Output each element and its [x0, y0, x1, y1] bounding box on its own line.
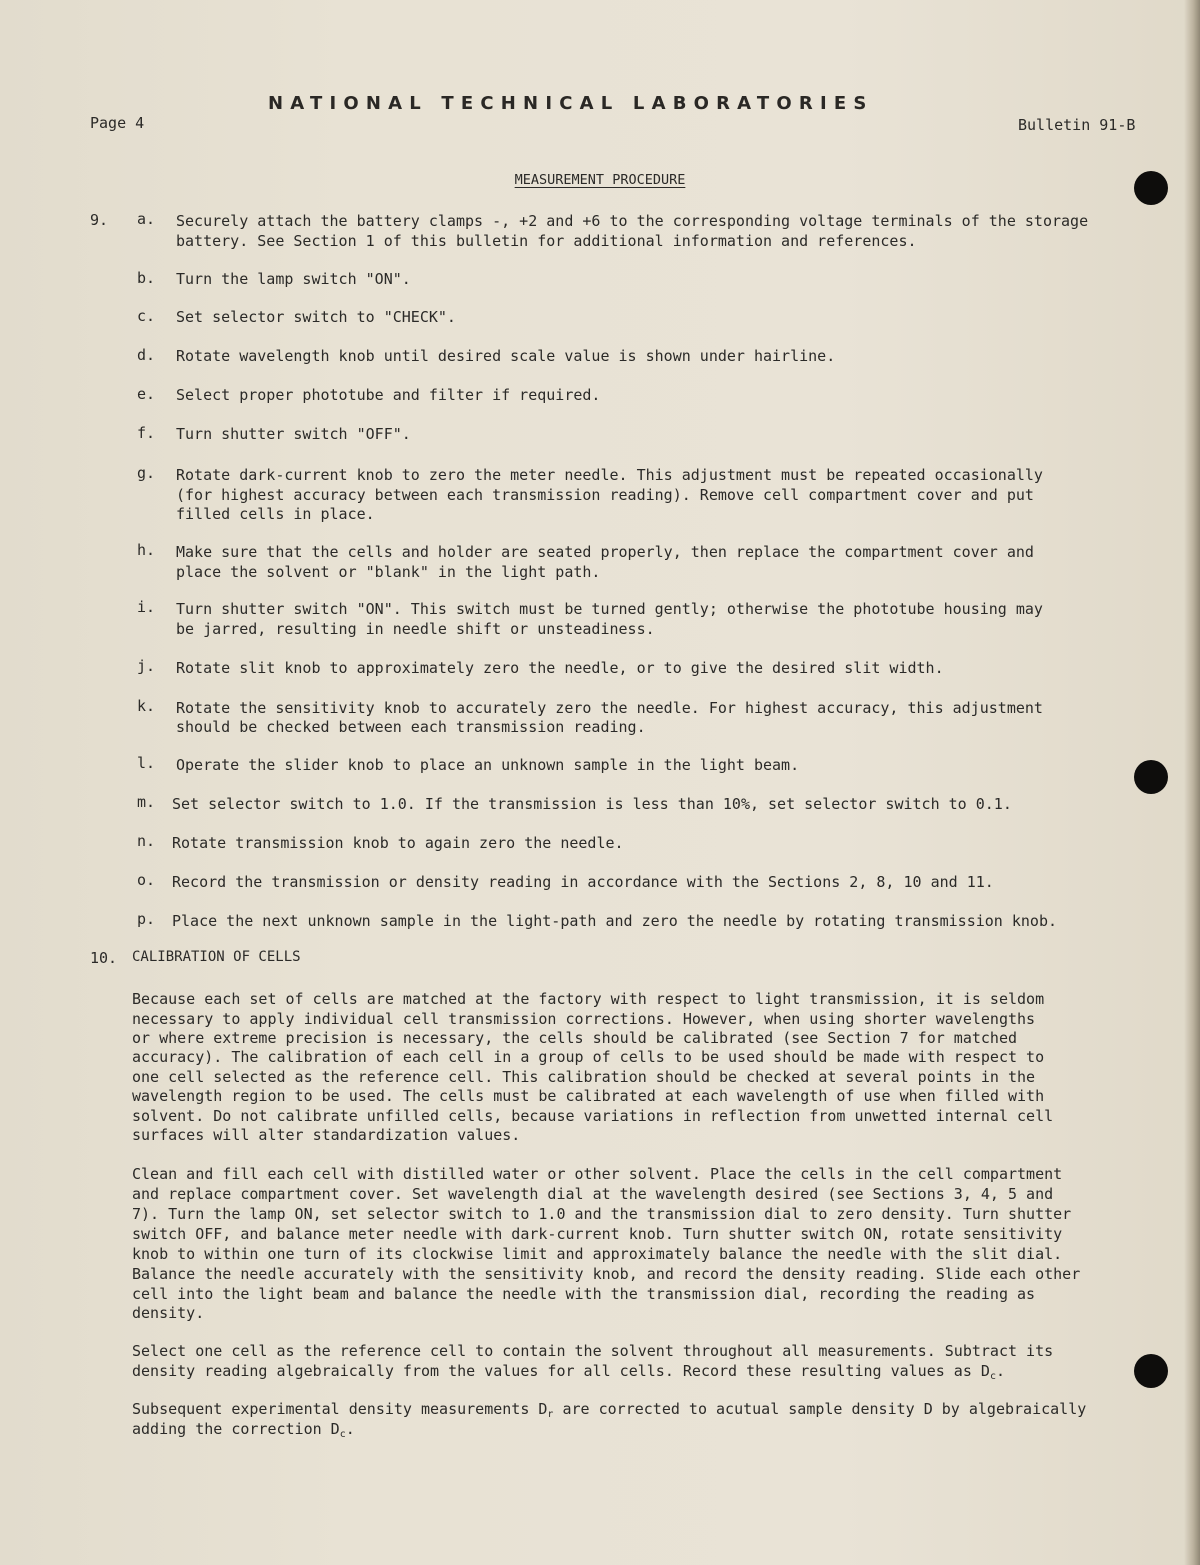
- para2-line-4: switch OFF, and balance meter needle with dark-current knob. Turn shutter switch ON, rotate sensitivity: [132, 1225, 1063, 1243]
- para2-line-1: Clean and fill each cell with distilled water or other solvent. Place the cells in the cell compartment: [132, 1165, 1063, 1183]
- step-a-line-2: battery. See Section 1 of this bulletin for additional information and references.: [176, 232, 917, 250]
- section-heading: MEASUREMENT PROCEDURE: [514, 172, 686, 188]
- para1-line-4: accuracy). The calibration of each cell in a group of cells to be used should be made with respect to: [132, 1048, 1045, 1066]
- step-p-line-1: Place the next unknown sample in the light-path and zero the needle by rotating transmission knob.: [172, 912, 1058, 930]
- subscript-c: c: [989, 1371, 996, 1382]
- step-i-line-1: Turn shutter switch "ON". This switch must be turned gently; otherwise the phototube housing may: [176, 600, 1043, 618]
- step-k-line-2: should be checked between each transmission reading.: [176, 718, 646, 736]
- para4-line-1-text: Subsequent experimental density measurements D: [132, 1400, 548, 1418]
- para1-line-3: or where extreme precision is necessary, the cells should be calibrated (see Section 7 for matched: [132, 1029, 1018, 1047]
- step-letter: i.: [137, 598, 156, 616]
- step-letter: e.: [137, 385, 156, 403]
- step-letter: a.: [137, 210, 156, 228]
- step-m-line-1: Set selector switch to 1.0. If the transmission is less than 10%, set selector switch to 0.1.: [172, 795, 1012, 813]
- para3-line-1: Select one cell as the reference cell to contain the solvent throughout all measurements. Subtract its: [132, 1342, 1054, 1360]
- step-letter: d.: [137, 346, 156, 364]
- step-k-line-1: Rotate the sensitivity knob to accurately zero the needle. For highest accuracy, this adjustment: [176, 699, 1043, 717]
- para2-line-3: 7). Turn the lamp ON, set selector switch to 1.0 and the transmission dial to zero density. Turn shutter: [132, 1205, 1072, 1223]
- step-g-line-2: (for highest accuracy between each transmission reading). Remove cell compartment cover and put: [176, 486, 1034, 504]
- step-letter: h.: [137, 541, 156, 559]
- calibration-title: CALIBRATION OF CELLS: [132, 949, 301, 965]
- step-letter: o.: [137, 871, 156, 889]
- step-b-line-1: Turn the lamp switch "ON".: [176, 270, 411, 288]
- para4-line-2: [132, 1420, 355, 1444]
- para1-line-5: one cell selected as the reference cell. This calibration should be checked at several points in the: [132, 1068, 1036, 1086]
- step-d-line-1: Rotate wavelength knob until desired scale value is shown under hairline.: [176, 347, 836, 365]
- subscript-r: r: [547, 1409, 554, 1420]
- step-h-line-1: Make sure that the cells and holder are seated properly, then replace the compartment cover and: [176, 543, 1034, 561]
- para3-line-2: [132, 1362, 1005, 1386]
- step-letter: m.: [137, 793, 156, 811]
- section-number-9: 9.: [90, 211, 109, 229]
- step-c-line-1: Set selector switch to "CHECK".: [176, 308, 456, 326]
- page-number: Page 4: [90, 114, 145, 132]
- step-h-line-2: place the solvent or "blank" in the light path.: [176, 563, 601, 581]
- step-g-line-1: Rotate dark-current knob to zero the meter needle. This adjustment must be repeated occasionally: [176, 466, 1043, 484]
- para2-line-8: density.: [132, 1304, 205, 1322]
- para1-line-2: necessary to apply individual cell transmission corrections. However, when using shorter wavelengths: [132, 1010, 1036, 1028]
- punch-hole-middle: [1134, 760, 1168, 794]
- step-o-line-1: Record the transmission or density reading in accordance with the Sections 2, 8, 10 and 11.: [172, 873, 994, 891]
- step-letter: k.: [137, 697, 156, 715]
- step-f-line-1: Turn shutter switch "OFF".: [176, 425, 411, 443]
- step-l-line-1: Operate the slider knob to place an unknown sample in the light beam.: [176, 756, 800, 774]
- step-i-line-2: be jarred, resulting in needle shift or unsteadiness.: [176, 620, 655, 638]
- step-letter: p.: [137, 910, 156, 928]
- step-letter: f.: [137, 424, 156, 442]
- subscript-c: c: [339, 1429, 346, 1440]
- letterhead-title: NATIONAL TECHNICAL LABORATORIES: [268, 93, 874, 114]
- section-number-10: 10.: [90, 949, 118, 967]
- bulletin-number: Bulletin 91-B: [1018, 116, 1136, 134]
- para1-line-7: solvent. Do not calibrate unfilled cells, because variations in reflection from unwetted internal cell: [132, 1107, 1054, 1125]
- step-a-line-1: Securely attach the battery clamps -, +2 and +6 to the corresponding voltage terminals of the storage: [176, 212, 1089, 230]
- step-j-line-1: Rotate slit knob to approximately zero the needle, or to give the desired slit width.: [176, 659, 944, 677]
- step-n-line-1: Rotate transmission knob to again zero the needle.: [172, 834, 624, 852]
- step-e-line-1: Select proper phototube and filter if required.: [176, 386, 601, 404]
- step-letter: n.: [137, 832, 156, 850]
- para3-line-2-end: .: [995, 1362, 1005, 1380]
- step-letter: c.: [137, 307, 156, 325]
- punch-hole-bottom: [1134, 1354, 1168, 1388]
- para2-line-5: knob to within one turn of its clockwise limit and approximately balance the needle with the slit dial.: [132, 1245, 1063, 1263]
- para3-line-2-text: density reading algebraically from the values for all cells. Record these resulting values as D: [132, 1362, 990, 1380]
- para1-line-1: Because each set of cells are matched at the factory with respect to light transmission, it is seldom: [132, 990, 1045, 1008]
- step-g-line-3: filled cells in place.: [176, 505, 375, 523]
- para4-line-2-end: .: [345, 1420, 355, 1438]
- para1-line-8: surfaces will alter standardization values.: [132, 1126, 521, 1144]
- para4-line-2-text: adding the correction D: [132, 1420, 340, 1438]
- step-letter: b.: [137, 269, 156, 287]
- para2-line-7: cell into the light beam and balance the needle with the transmission dial, recording the reading as: [132, 1285, 1036, 1303]
- step-letter: l.: [137, 754, 156, 772]
- para2-line-2: and replace compartment cover. Set wavelength dial at the wavelength desired (see Sections 3, 4, 5 and: [132, 1185, 1054, 1203]
- step-letter: j.: [137, 657, 156, 675]
- para2-line-6: Balance the needle accurately with the sensitivity knob, and record the density reading. Slide each other: [132, 1265, 1081, 1283]
- step-letter: g.: [137, 464, 156, 482]
- page-edge-shadow: [1184, 0, 1200, 1565]
- para4-line-1-end: are corrected to acutual sample density D by algebraically: [553, 1400, 1087, 1418]
- para1-line-6: wavelength region to be used. The cells must be calibrated at each wavelength of use when filled with: [132, 1087, 1045, 1105]
